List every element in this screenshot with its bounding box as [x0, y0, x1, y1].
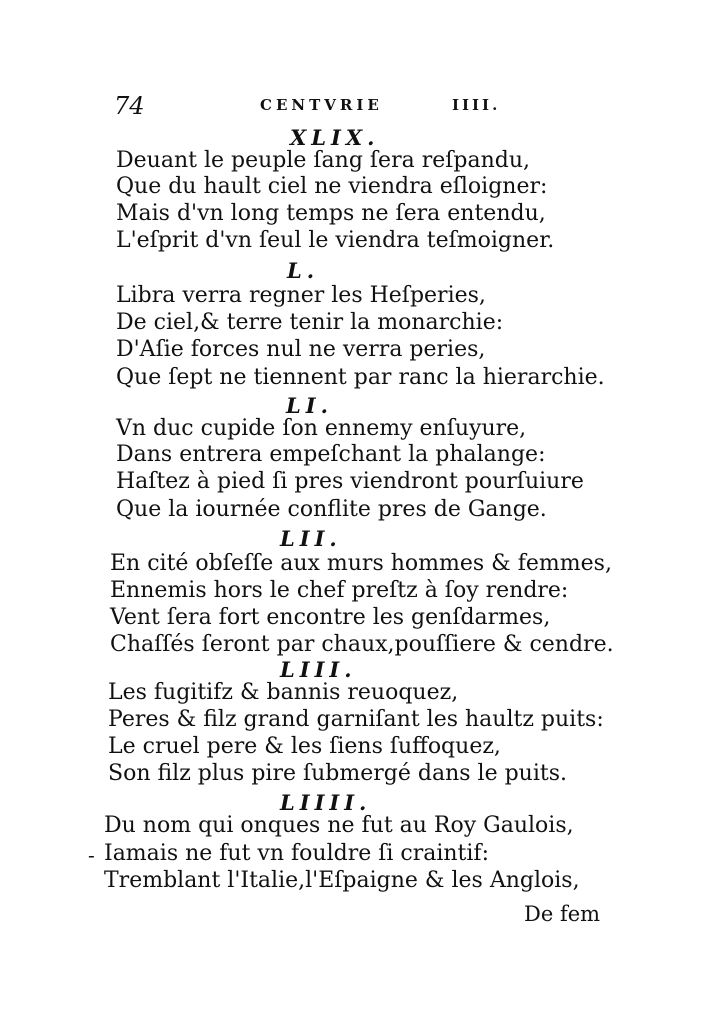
- running-title: CENTVRIE: [260, 96, 383, 114]
- verse-line: Peres & filz grand garniſant les haultz puits:: [108, 707, 604, 732]
- quatrain-number: XLIX.: [290, 125, 380, 150]
- verse-line: Chaſſés ſeront par chaux,pouſſiere & cendre.: [110, 632, 614, 657]
- verse-line: En cité obſeſſe aux murs hommes & femmes,: [110, 551, 612, 576]
- quatrain-number: LII.: [280, 526, 342, 551]
- catchword: De fem: [524, 902, 601, 926]
- verse-line: Que ſept ne tiennent par ranc la hierarchie.: [116, 365, 605, 390]
- quatrain-number: LIII.: [280, 657, 357, 682]
- page-number: 74: [114, 92, 145, 120]
- verse-line: Ennemis hors le chef preſtz à ſoy rendre:: [110, 578, 569, 603]
- verse-line: Que la iournée conflite pres de Gange.: [116, 497, 547, 522]
- verse-line: Vent ſera fort encontre les genſdarmes,: [110, 605, 551, 630]
- verse-line: Mais d'vn long temps ne ſera entendu,: [116, 201, 546, 226]
- verse-line: Du nom qui onques ne fut au Roy Gaulois,: [104, 813, 574, 838]
- verse-line: D'Aſie forces nul ne verra peries,: [116, 337, 486, 362]
- quatrain-number: LIIII.: [280, 790, 372, 815]
- page-header: [108, 92, 501, 126]
- running-title-part: IIII.: [452, 96, 501, 114]
- verse-line: Deuant le peuple ſang ſera reſpandu,: [116, 148, 530, 173]
- verse-line: Que du hault ciel ne viendra eſloigner:: [116, 174, 548, 199]
- verse-line: Son filz plus pire ſubmergé dans le puits.: [108, 761, 567, 786]
- verse-line: Vn duc cupide ſon ennemy enſuyure,: [116, 416, 527, 441]
- verse-line: Le cruel pere & les ſiens ſuffoquez,: [108, 734, 501, 759]
- verse-line: Iamais ne fut vn fouldre ſi craintif:: [104, 841, 489, 866]
- verse-line: Haſtez à pied ſi pres viendront pourſuiure: [116, 469, 584, 494]
- verse-line: Tremblant l'Italie,l'Eſpaigne & les Anglois,: [104, 868, 580, 893]
- marginal-dash-mark: -: [88, 843, 95, 867]
- verse-line: De ciel,& terre tenir la monarchie:: [116, 310, 504, 335]
- verse-line: Les fugitifz & bannis reuoquez,: [108, 680, 459, 705]
- verse-line: L'eſprit d'vn ſeul le viendra teſmoigner.: [116, 228, 555, 253]
- verse-line: Libra verra regner les Heſperies,: [116, 283, 486, 308]
- quatrain-number: L.: [287, 258, 320, 283]
- quatrain-number: LI.: [286, 393, 333, 418]
- verse-line: Dans entrera empeſchant la phalange:: [116, 442, 546, 467]
